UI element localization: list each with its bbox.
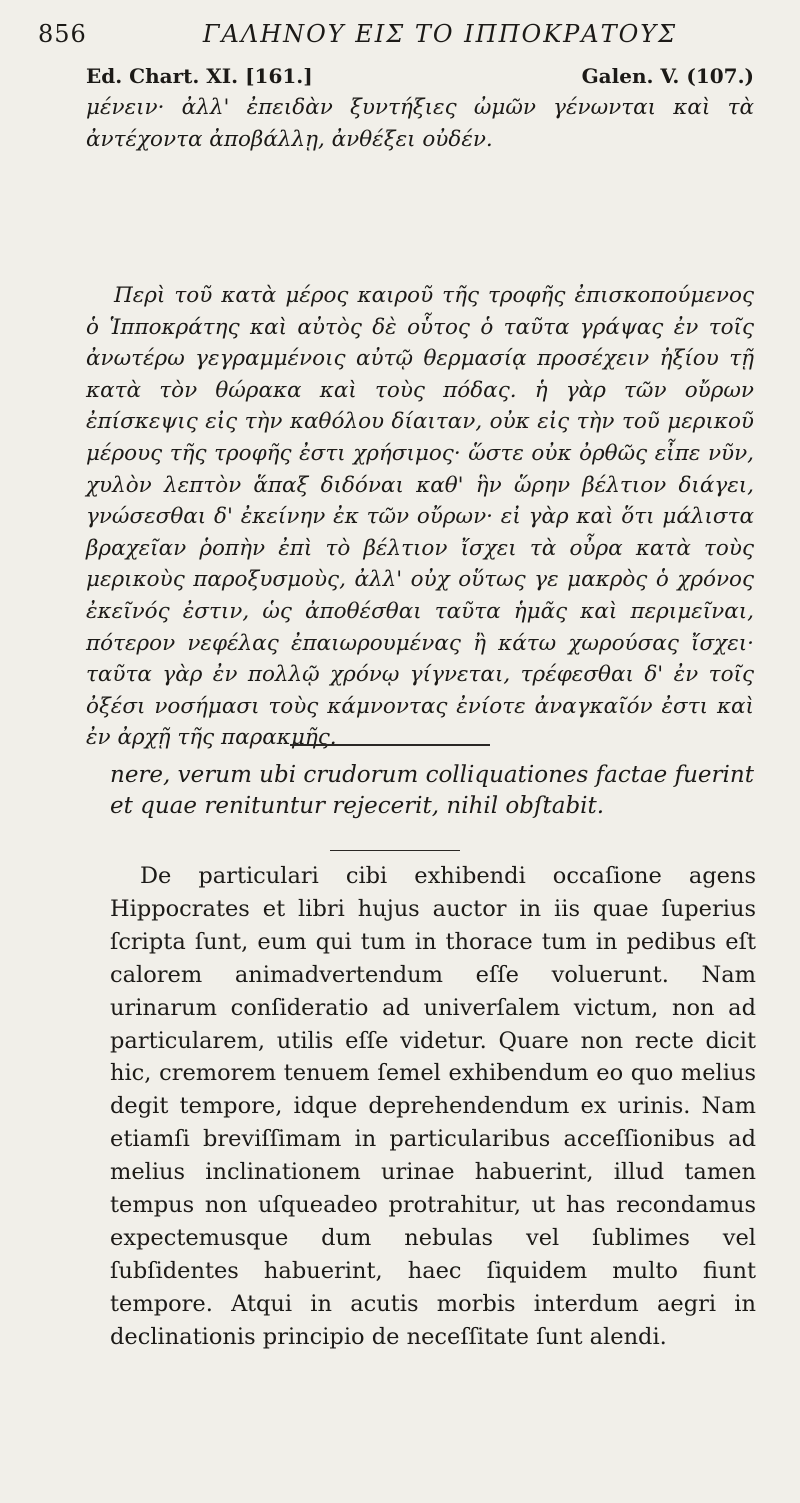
edition-references	[86, 64, 754, 94]
page-number: 856	[38, 20, 87, 48]
short-divider	[330, 850, 460, 851]
running-title: ΓΑΛΗΝΟΥ ΕΙΣ ΤΟ ΙΠΠΟΚΡΑΤΟΥΣ	[202, 20, 678, 48]
running-head	[38, 18, 760, 52]
chartier-edition-ref: Ed. Chart. XI. [161.]	[86, 64, 313, 88]
greek-commentary	[86, 280, 754, 754]
latin-paragraph: De particulari cibi exhibendi occaſione agens Hippocrates et libri hujus auctor in iis quae ſuperius ſcripta ſunt, eum qui tum in thorace tum in pedibus eſt calorem animadvertendum eſſe voluerunt. Nam urinarum conſideratio ad univerſalem victum, non ad particularem, utilis eſſe videtur. Quare non recte dicit hic, cremorem tenuem ſemel exhibendum eo quo melius degit tempore, idque deprehendendum ex urinis. Nam etiamſi breviſſimam in particularibus acceſſionibus ad melius inclinationem urinae habuerint, illud tamen tempus non uſqueadeo protrahitur, ut has recondamus expectemusque dum nebulas vel ſublimes vel ſubſidentes habuerint, haec ſiquidem multo fiunt tempore. Atqui in acutis morbis interdum aegri in declinationis principio de neceſſitate ſunt alendi.	[110, 863, 756, 1350]
kuhn-edition-ref: Galen. V. (107.)	[581, 64, 754, 88]
greek-paragraph-2: Περὶ τοῦ κατὰ μέρος καιροῦ τῆς τροφῆς ἐπισκοπούμενος ὁ Ἱπποκράτης καὶ αὐτὸς δὲ οὗτος ὁ ταῦτα γράψας ἐν τοῖς ἀνωτέρω γεγραμμένοις αὐτῷ θερμασίᾳ προσέχειν ἠξίου τῇ κατὰ τὸν θώρακα καὶ τοὺς πόδας. ἡ γὰρ τῶν οὔρων ἐπίσκεψις εἰς τὴν καθόλου δίαιταν, οὐκ εἰς τὴν τοῦ μερικοῦ μέρους τῆς τροφῆς ἐστι χρήσιμος· ὥστε οὐκ ὀρθῶς εἶπε νῦν, χυλὸν λεπτὸν ἅπαξ διδόναι καθ' ἣν ὥρην βέλτιον διάγει, γνώσεσθαι δ' ἐκείνην ἐκ τῶν οὔρων· εἰ γὰρ καὶ ὅτι μάλιστα βραχεῖαν ῥοπὴν ἐπὶ τὸ βέλτιον ἴσχει τὰ οὖρα κατὰ τοὺς μερικοὺς παροξυσμοὺς, ἀλλ' οὐχ οὕτως γε μακρὸς ὁ χρόνος ἐκεῖνός ἐστιν, ὡς ἀποθέσθαι ταῦτα ἡμᾶς καὶ περιμεῖναι, πότερον νεφέλας ἐπαιωρουμένας ἢ κάτω χωρούσας ἴσχει· ταῦτα γὰρ ἐν πολλῷ χρόνῳ γίγνεται, τρέφεσθαι δ' ἐν τοῖς ὀξέσι νοσήμασι τοὺς κάμνοντας ἐνίοτε ἀναγκαῖόν ἐστι καὶ ἐν ἀρχῇ τῆς παρακμῆς.	[86, 283, 754, 751]
section-divider	[290, 744, 490, 746]
latin-translation-lemma	[110, 760, 756, 822]
greek-paragraph-1: μένειν· ἀλλ' ἐπειδὰν ξυντήξιες ὠμῶν γένωνται καὶ τὰ ἀντέχοντα ἀποβάλλῃ, ἀνθέξει οὐδέν.	[86, 95, 754, 152]
greek-text-continuation	[86, 92, 754, 155]
latin-italic-paragraph: nere, verum ubi crudorum colliquationes factae fuerint et quae renituntur rejecerit, nihil obſtabit.	[110, 762, 754, 819]
latin-translation-commentary	[110, 860, 756, 1354]
